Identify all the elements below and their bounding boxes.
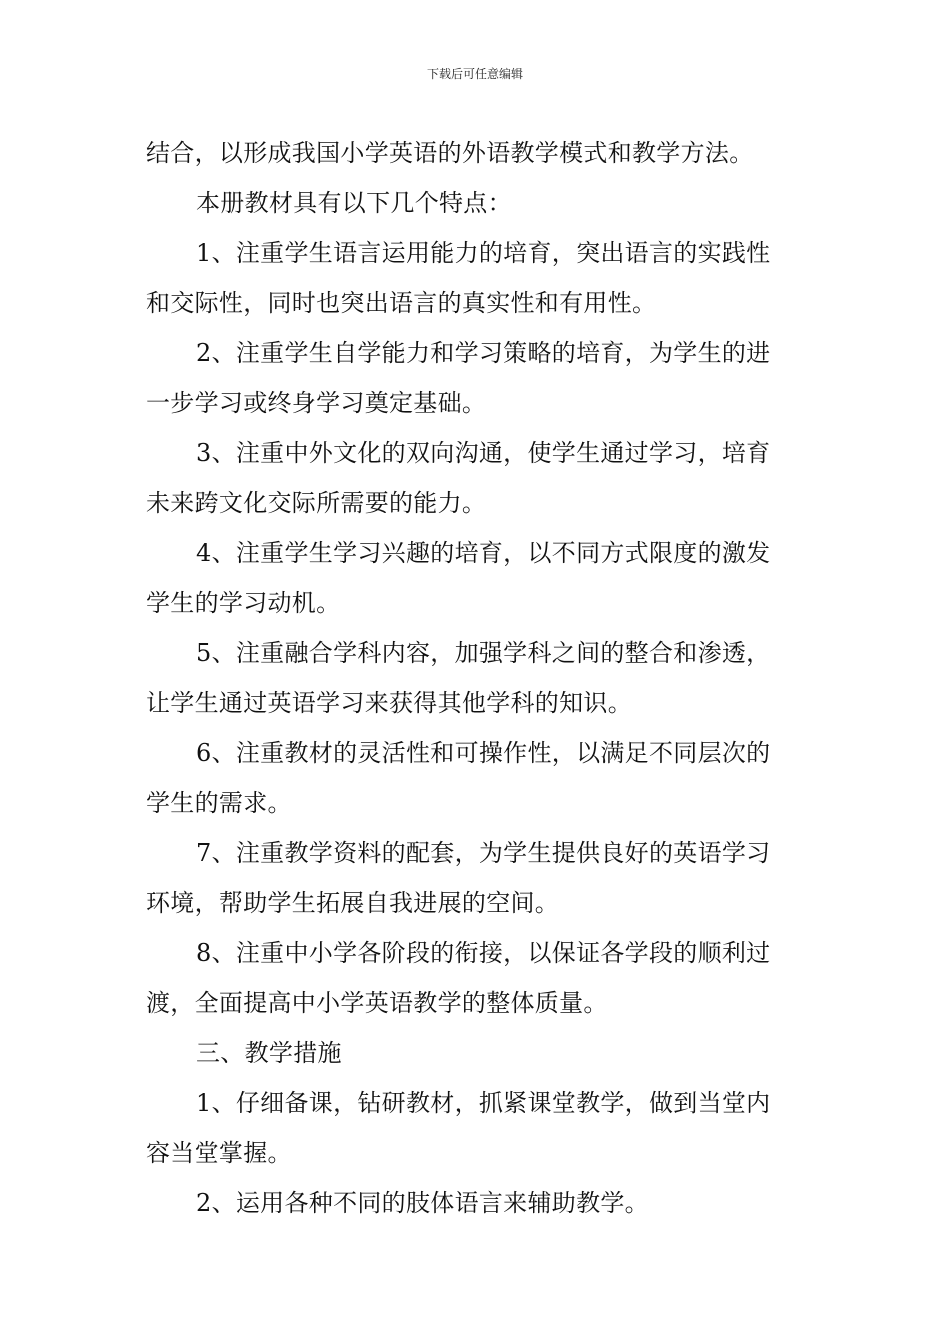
- paragraph-feature-7: 7、注重教学资料的配套，为学生提供良好的英语学习: [196, 839, 771, 867]
- paragraph-feature-7-cont: 环境，帮助学生拓展自我进展的空间。: [146, 889, 560, 917]
- page-header: 下载后可任意编辑: [426, 67, 523, 81]
- paragraph-measure-1: 1、仔细备课，钻研教材，抓紧课堂教学，做到当堂内: [196, 1089, 771, 1117]
- paragraph-feature-2: 2、注重学生自学能力和学习策略的培育，为学生的进: [196, 339, 771, 367]
- paragraph-feature-5: 5、注重融合学科内容，加强学科之间的整合和渗透，: [196, 639, 771, 667]
- paragraph-feature-6: 6、注重教材的灵活性和可操作性，以满足不同层次的: [196, 739, 771, 767]
- text-line-continuation: 结合，以形成我国小学英语的外语教学模式和教学方法。: [146, 139, 754, 167]
- paragraph-features-intro: 本册教材具有以下几个特点：: [196, 189, 512, 217]
- paragraph-feature-3: 3、注重中外文化的双向沟通，使学生通过学习，培育: [196, 439, 771, 467]
- paragraph-feature-4-cont: 学生的学习动机。: [146, 589, 341, 617]
- paragraph-feature-2-cont: 一步学习或终身学习奠定基础。: [146, 389, 487, 417]
- section-heading-teaching-measures: 三、教学措施: [196, 1039, 342, 1067]
- document-body: [146, 128, 812, 1228]
- paragraph-feature-8-cont: 渡，全面提高中小学英语教学的整体质量。: [146, 989, 608, 1017]
- paragraph-feature-1: 1、注重学生语言运用能力的培育，突出语言的实践性: [196, 239, 771, 267]
- paragraph-feature-8: 8、注重中小学各阶段的衔接，以保证各学段的顺利过: [196, 939, 771, 967]
- paragraph-feature-5-cont: 让学生通过英语学习来获得其他学科的知识。: [146, 689, 632, 717]
- paragraph-feature-6-cont: 学生的需求。: [146, 789, 292, 817]
- paragraph-feature-4: 4、注重学生学习兴趣的培育，以不同方式限度的激发: [196, 539, 771, 567]
- paragraph-measure-1-cont: 容当堂掌握。: [146, 1139, 292, 1167]
- paragraph-measure-2: 2、运用各种不同的肢体语言来辅助教学。: [196, 1189, 649, 1217]
- paragraph-feature-1-cont: 和交际性，同时也突出语言的真实性和有用性。: [146, 289, 657, 317]
- paragraph-feature-3-cont: 未来跨文化交际所需要的能力。: [146, 489, 487, 517]
